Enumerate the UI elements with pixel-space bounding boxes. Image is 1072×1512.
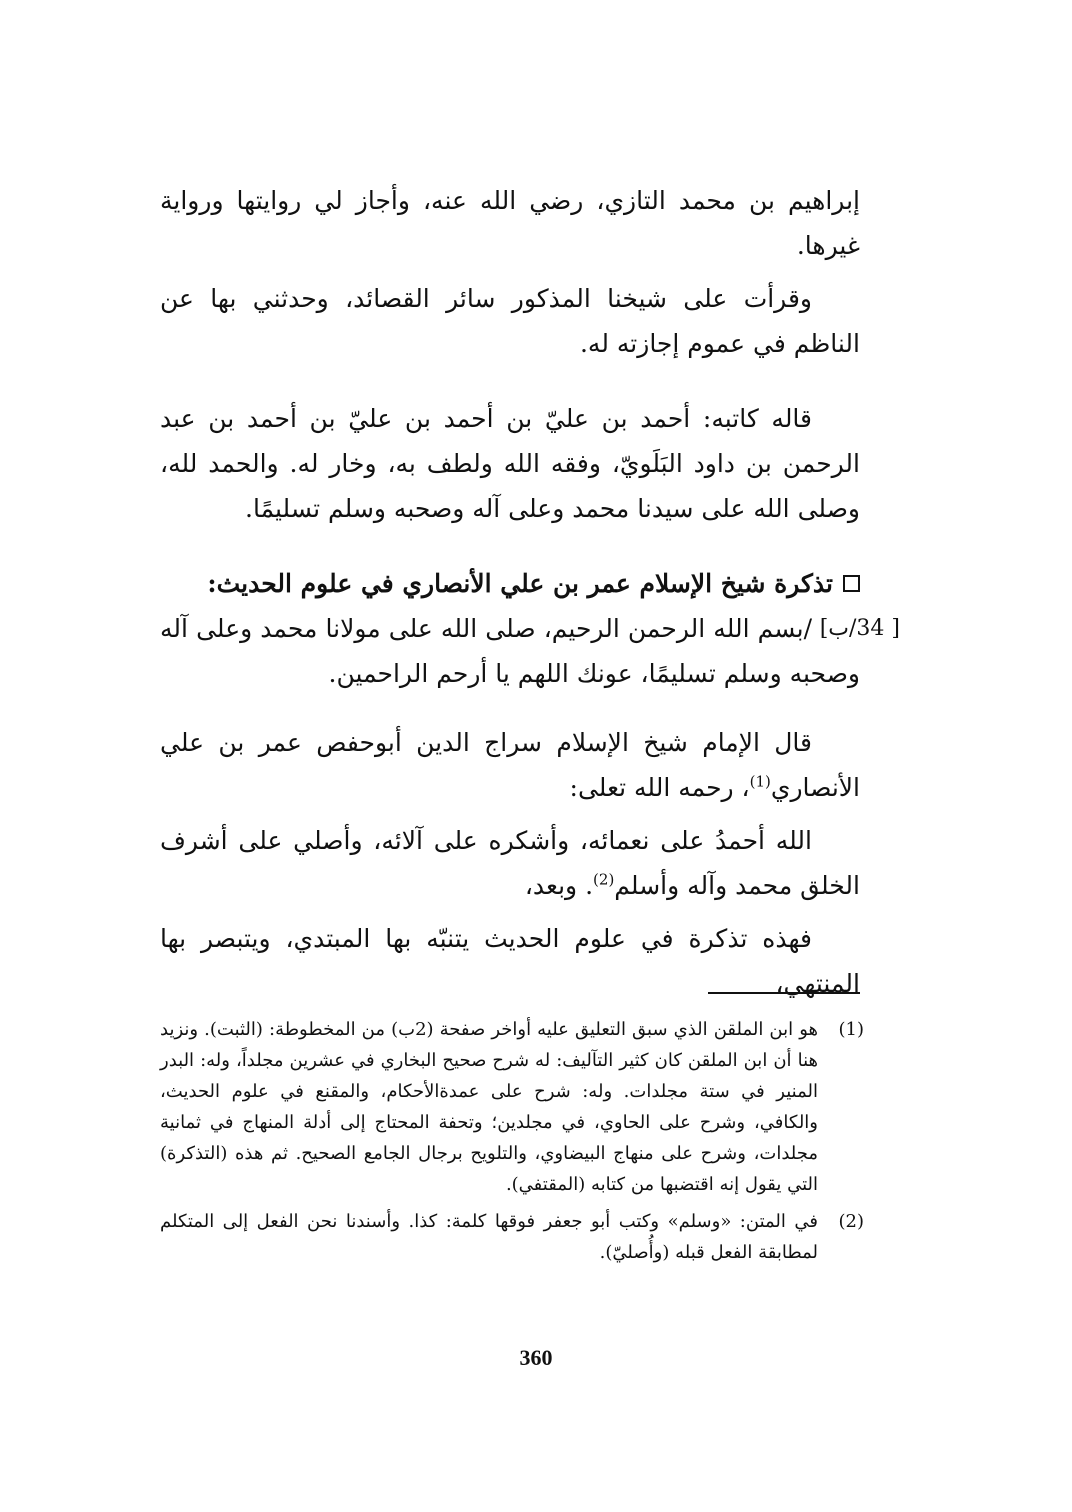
paragraph-hamd-text-a: الله أحمدُ على نعمائه، وأشكره على آلائه، وأصلي على أشرف الخلق محمد وآله وأسلم <box>160 826 860 900</box>
footnote-number: (2) <box>838 1211 864 1232</box>
footnote-text: في المتن: «وسلم» وكتب أبو جعفر فوقها كلمة: كذا. وأسندنا نحن الفعل إلى المتكلم لمطابقة الفعل قبله (وأُصليّ). <box>160 1211 818 1263</box>
paragraph-basmala-text: /بسم الله الرحمن الرحيم، صلى الله على مولانا محمد وعلى آله وصحبه وسلم تسليمًا، عونك اللهم يا أرحم الراحمين. <box>160 614 860 688</box>
footnotes-block <box>160 1014 864 1274</box>
section-heading-text: تذكرة شيخ الإسلام عمر بن علي الأنصاري في علوم الحديث: <box>207 569 833 598</box>
paragraph-tadhkira-intro: فهذه تذكرة في علوم الحديث يتنبّه بها المبتدي، ويتبصر بها المنتهي، <box>160 924 860 998</box>
footnote-number: (1) <box>838 1019 864 1040</box>
paragraph-imam-intro <box>160 720 860 810</box>
footnote-item <box>160 1206 864 1268</box>
footnote-ref-2: (2) <box>593 870 615 889</box>
paragraph-imam-intro-text-b: ، رحمه الله تعلى: <box>569 773 750 802</box>
main-text-block <box>160 178 900 1006</box>
page-number: 360 <box>519 1345 553 1370</box>
paragraph-basmala <box>160 606 900 696</box>
footnote-item <box>160 1014 864 1200</box>
section-heading <box>160 561 860 606</box>
paragraph-qasaid-reading: وقرأت على شيخنا المذكور سائر القصائد، وحدثني بها عن الناظم في عموم إجازته له. <box>160 284 860 358</box>
paragraph-colophon-author: قاله كاتبه: أحمد بن عليّ بن أحمد بن عليّ بن أحمد بن عبد الرحمن بن داود البَلَويّ، وفقه الله ولطف به، وخار له. والحمد لله، وصلى الله على سيدنا محمد وعلى آله وصحبه وسلم تسليمًا. <box>160 404 860 523</box>
square-bullet-icon <box>843 575 860 592</box>
folio-margin-note: [ 34/ب] <box>819 616 900 641</box>
paragraph-imam-intro-text-a: قال الإمام شيخ الإسلام سراج الدين أبوحفص عمر بن علي الأنصاري <box>160 728 860 802</box>
footnote-text: هو ابن الملقن الذي سبق التعليق عليه أواخر صفحة (2ب) من المخطوطة: (الثبت). ونزيد هنا أن ابن الملقن كان كثير التآليف: له شرح صحيح البخاري في عشرين مجلداً، وله: البدر المنير في ستة مجلدات. وله: شرح على عمدةالأحكام، والمقنع في علوم الحديث، والكافي، وشرح على الحاوي، في مجلدين؛ وتحفة المحتاج إلى أدلة المنهاج في ثمانية مجلدات، وشرح على منهاج البيضاوي، والتلويح برجال الجامع الصحيح. ثم هذه (التذكرة) التي يقول إنه اقتضبها من كتابه (المقتفي). <box>160 1019 818 1195</box>
paragraph-ibrahim-tazi: إبراهيم بن محمد التازي، رضي الله عنه، وأجاز لي روايتها ورواية غيرها. <box>160 186 860 260</box>
footnote-ref-1: (1) <box>749 772 771 791</box>
footnote-separator <box>708 992 860 994</box>
paragraph-hamd <box>160 818 860 908</box>
paragraph-hamd-text-b: . وبعد، <box>524 871 594 900</box>
